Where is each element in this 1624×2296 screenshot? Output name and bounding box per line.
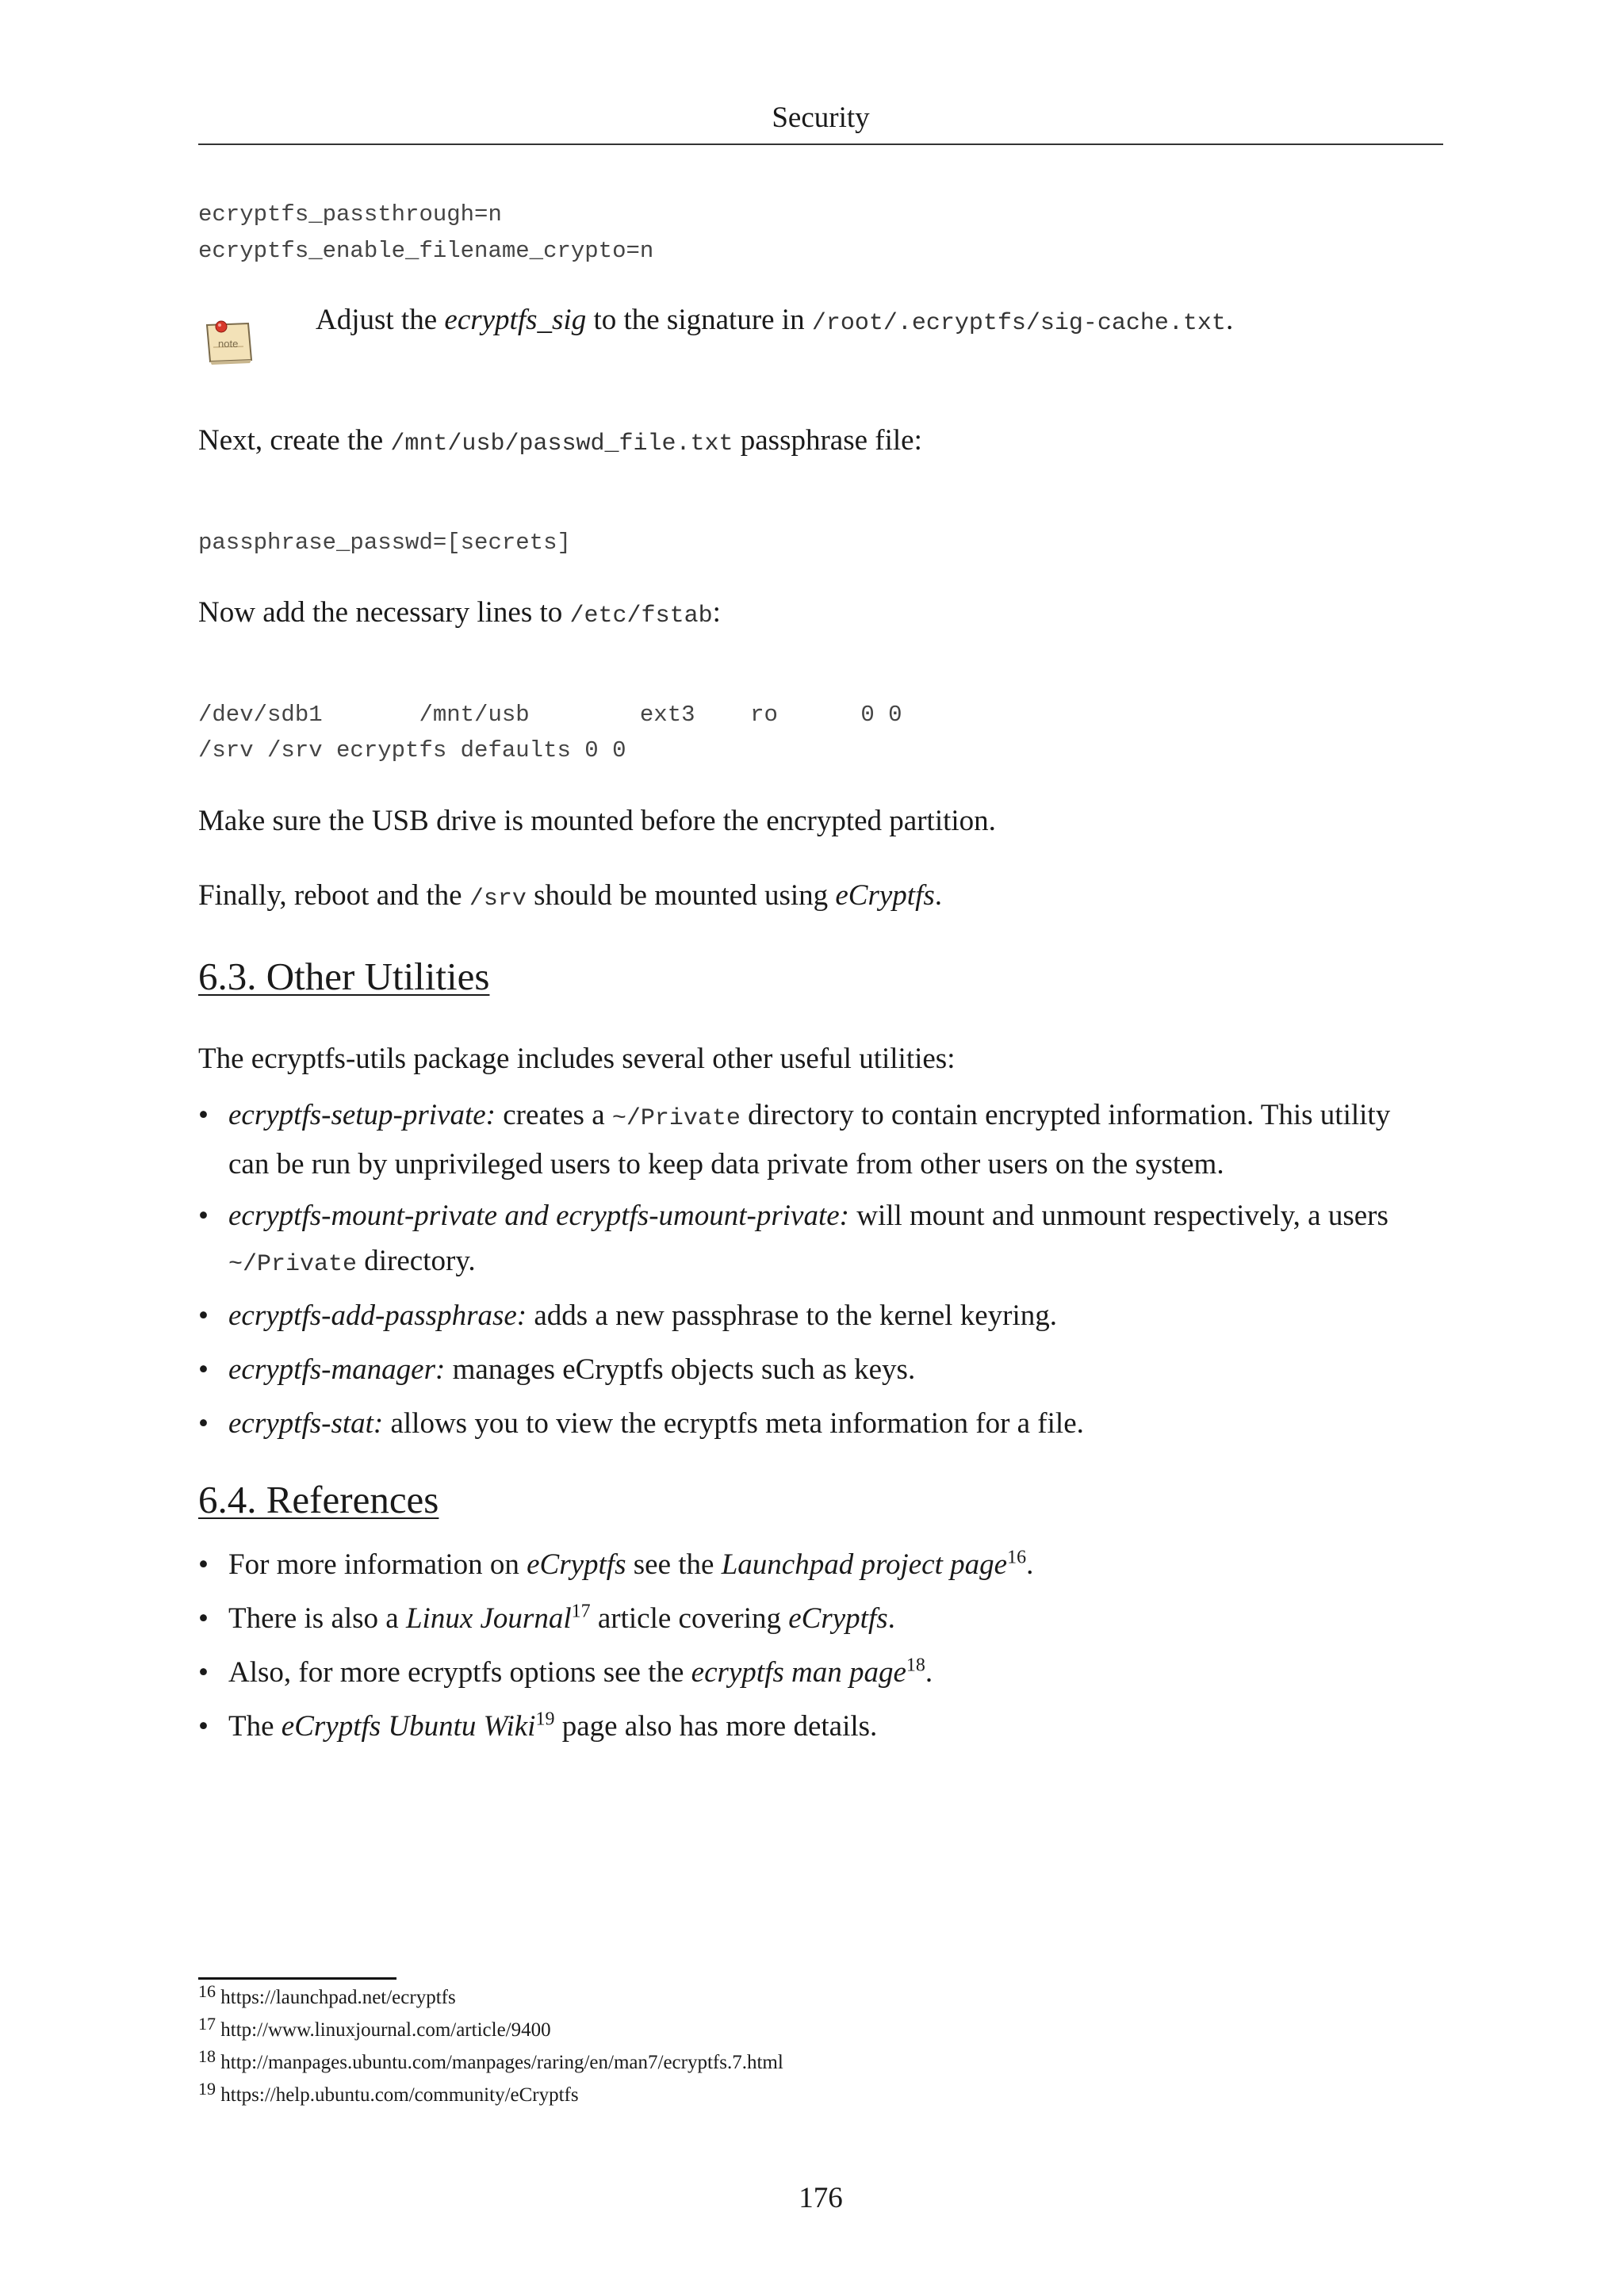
footnote: $^{19}$ https://help.ubuntu.com/community/eCryptfs [198,2079,579,2106]
footnote-link[interactable]: http://www.linuxjournal.com/article/9400 [220,2019,551,2041]
link[interactable]: eCryptfs Ubuntu Wiki [281,1710,536,1743]
list-item: • There is also a Linux Journal$^{17}$ article covering eCryptfs. [198,1596,1443,1641]
bullet: • [198,1548,209,1581]
footnote-link[interactable]: http://manpages.ubuntu.com/manpages/raring/en/man7/ecryptfs.7.html [220,2052,783,2073]
list-item: • The eCryptfs Ubuntu Wiki$^{19}$ page also has more details. [198,1704,1443,1749]
svg-text:note: note [218,338,239,350]
footnote: $^{17}$ http://www.linuxjournal.com/article/9400 [198,2014,551,2041]
footnote-link[interactable]: https://help.ubuntu.com/community/eCryptfs [220,2084,579,2106]
list-item: • Also, for more ecryptfs options see the ecryptfs man page$^{18}$. [198,1650,1443,1695]
list-item: • ecryptfs-mount-private and ecryptfs-umount-private: will mount and unmount respectively, a users ~/Private directory. [198,1193,1443,1288]
list-item: • For more information on eCryptfs see the Launchpad project page$^{16}$. [198,1542,1443,1587]
inline-code: ~/Private [611,1105,741,1132]
footnote-ref[interactable]: 16 [1007,1547,1027,1568]
bullet: • [198,1353,209,1386]
running-header: Security [772,101,870,134]
link[interactable]: Linux Journal [405,1602,572,1635]
code-line: passphrase_passwd=[secrets] [198,530,571,556]
inline-code: /etc/fstab [569,603,713,629]
list-item: • ecryptfs-setup-private: creates a ~/Private directory to contain encrypted information. This utility can be run by unprivileged users to keep data private from other users on the system. [198,1093,1443,1187]
bullet: • [198,1602,209,1635]
list-item: • ecryptfs-add-passphrase: adds a new passphrase to the kernel keyring. [198,1293,1443,1338]
code-line: ecryptfs_passthrough=n [198,201,502,228]
inline-code: /srv [469,886,527,913]
footnote-rule [198,1977,396,1980]
section-heading: 6.4. References [198,1478,439,1521]
bullet: • [198,1710,209,1743]
inline-code: ~/Private [228,1251,358,1278]
footnote-ref[interactable]: 18 [906,1655,925,1676]
list-item: • ecryptfs-manager: manages eCryptfs objects such as keys. [198,1347,1443,1392]
bullet: • [198,1299,209,1332]
section-heading: 6.3. Other Utilities [198,955,490,998]
footnote: $^{16}$ https://launchpad.net/ecryptfs [198,1981,456,2008]
footnote-ref[interactable]: 17 [571,1601,591,1622]
link[interactable]: ecryptfs man page [691,1656,906,1689]
inline-code: /mnt/usb/passwd_file.txt [390,430,733,457]
paragraph: Make sure the USB drive is mounted before the encrypted partition. [198,805,996,837]
paragraph: Now add the necessary lines to /etc/fstab: [198,596,721,629]
note-icon [202,316,256,366]
bullet: • [198,1656,209,1689]
footnote: $^{18}$ http://manpages.ubuntu.com/manpages/raring/en/man7/ecryptfs.7.html [198,2046,783,2073]
page-number: 176 [799,2182,843,2214]
paragraph: The ecryptfs-utils package includes several other useful utilities: [198,1043,956,1075]
code-line: ecryptfs_enable_filename_crypto=n [198,238,654,264]
bullet: • [198,1407,209,1440]
bullet: • [198,1099,209,1131]
footnote-link[interactable]: https://launchpad.net/ecryptfs [220,1987,456,2008]
code-line: /dev/sdb1 /mnt/usb ext3 ro 0 0 [198,702,902,728]
note-text: Adjust the ecryptfs_sig to the signature in /root/.ecryptfs/sig-cache.txt. [316,304,1234,337]
paragraph: Next, create the /mnt/usb/passwd_file.txt passphrase file: [198,424,922,457]
list-item: • ecryptfs-stat: allows you to view the ecryptfs meta information for a file. [198,1401,1443,1446]
link[interactable]: Launchpad project page [721,1548,1008,1581]
footnote-ref[interactable]: 19 [535,1709,555,1730]
inline-code: /root/.ecryptfs/sig-cache.txt [811,310,1226,337]
paragraph: Finally, reboot and the /srv should be mounted using eCryptfs. [198,879,943,913]
code-line: /srv /srv ecryptfs defaults 0 0 [198,737,626,763]
bullet: • [198,1200,209,1232]
header-rule [198,144,1443,145]
